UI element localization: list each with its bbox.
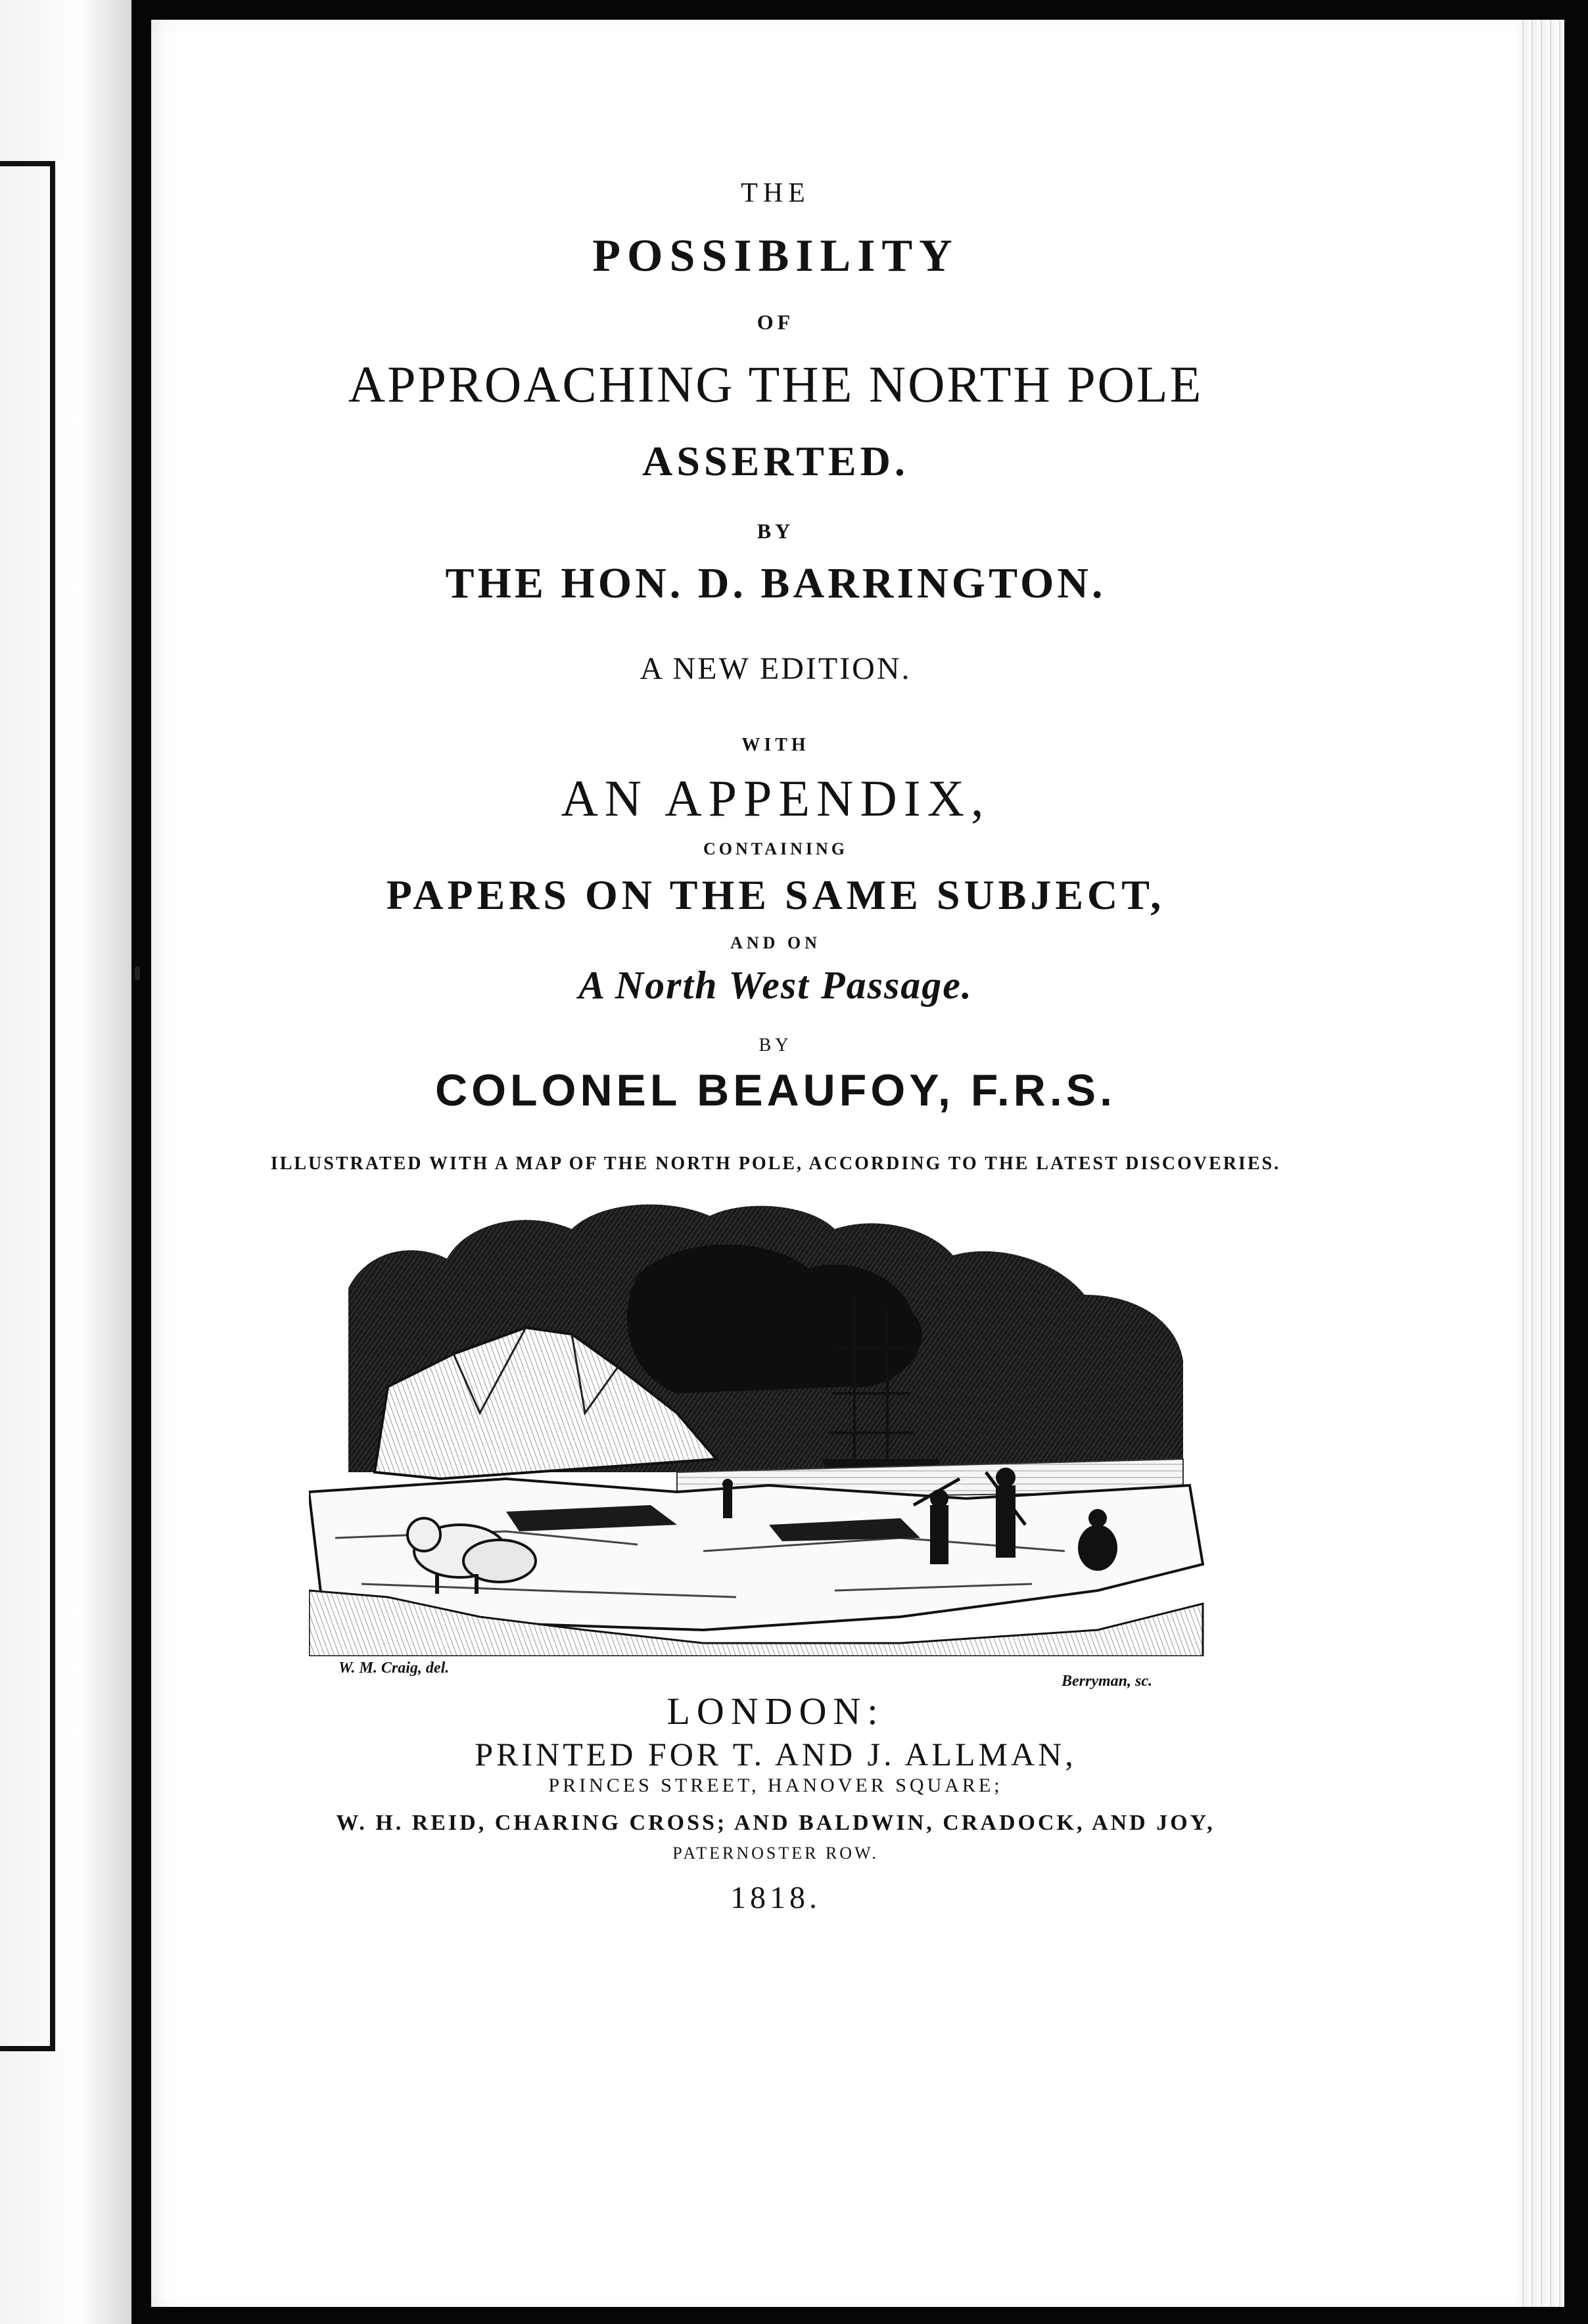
imprint-address-2: PATERNOSTER ROW. <box>672 1844 879 1863</box>
illustration-note: ILLUSTRATED WITH A MAP OF THE NORTH POLE, ACCORDING TO THE LATEST DISCOVERIES. <box>270 1153 1281 1174</box>
imprint-city: LONDON: <box>666 1690 885 1732</box>
imprint-printer: PRINTED FOR T. AND J. ALLMAN, <box>475 1736 1077 1773</box>
page-edges <box>1518 20 1564 2307</box>
title-possibility: POSSIBILITY <box>592 231 959 281</box>
ink-mark <box>135 966 140 981</box>
facing-page <box>0 0 131 2324</box>
by-line-2: BY <box>759 1035 793 1056</box>
imprint-address: PRINCES STREET, HANOVER SQUARE; <box>548 1775 1003 1796</box>
imprint-year: 1818. <box>730 1880 821 1915</box>
engraving-credit-artist: W. M. Craig, del. <box>339 1660 450 1677</box>
appendix-heading: AN APPENDIX, <box>561 770 991 827</box>
by-line-1: BY <box>757 519 795 543</box>
title-asserted: ASSERTED. <box>642 438 909 484</box>
imprint-booksellers: W. H. REID, CHARING CROSS; AND BALDWIN, CRADOCK, AND JOY, <box>336 1811 1215 1835</box>
edition-line: A NEW EDITION. <box>640 651 912 686</box>
papers-line: PAPERS ON THE SAME SUBJECT, <box>386 872 1165 918</box>
engraving-credit-engraver: Berryman, sc. <box>1062 1673 1152 1690</box>
author-name: THE HON. D. BARRINGTON. <box>445 559 1106 607</box>
facing-page-border <box>0 161 55 2051</box>
second-author-name: COLONEL BEAUFOY, F.R.S. <box>435 1065 1116 1115</box>
north-west-passage-line: A North West Passage. <box>578 964 973 1007</box>
title-approaching: APPROACHING THE NORTH POLE <box>348 356 1203 413</box>
containing-line: CONTAINING <box>703 839 848 858</box>
title-of: OF <box>757 310 795 334</box>
arctic-engraving <box>309 1196 1229 1656</box>
and-on-line: AND ON <box>730 933 821 952</box>
with-line: WITH <box>741 735 810 755</box>
title-the: THE <box>741 178 810 208</box>
